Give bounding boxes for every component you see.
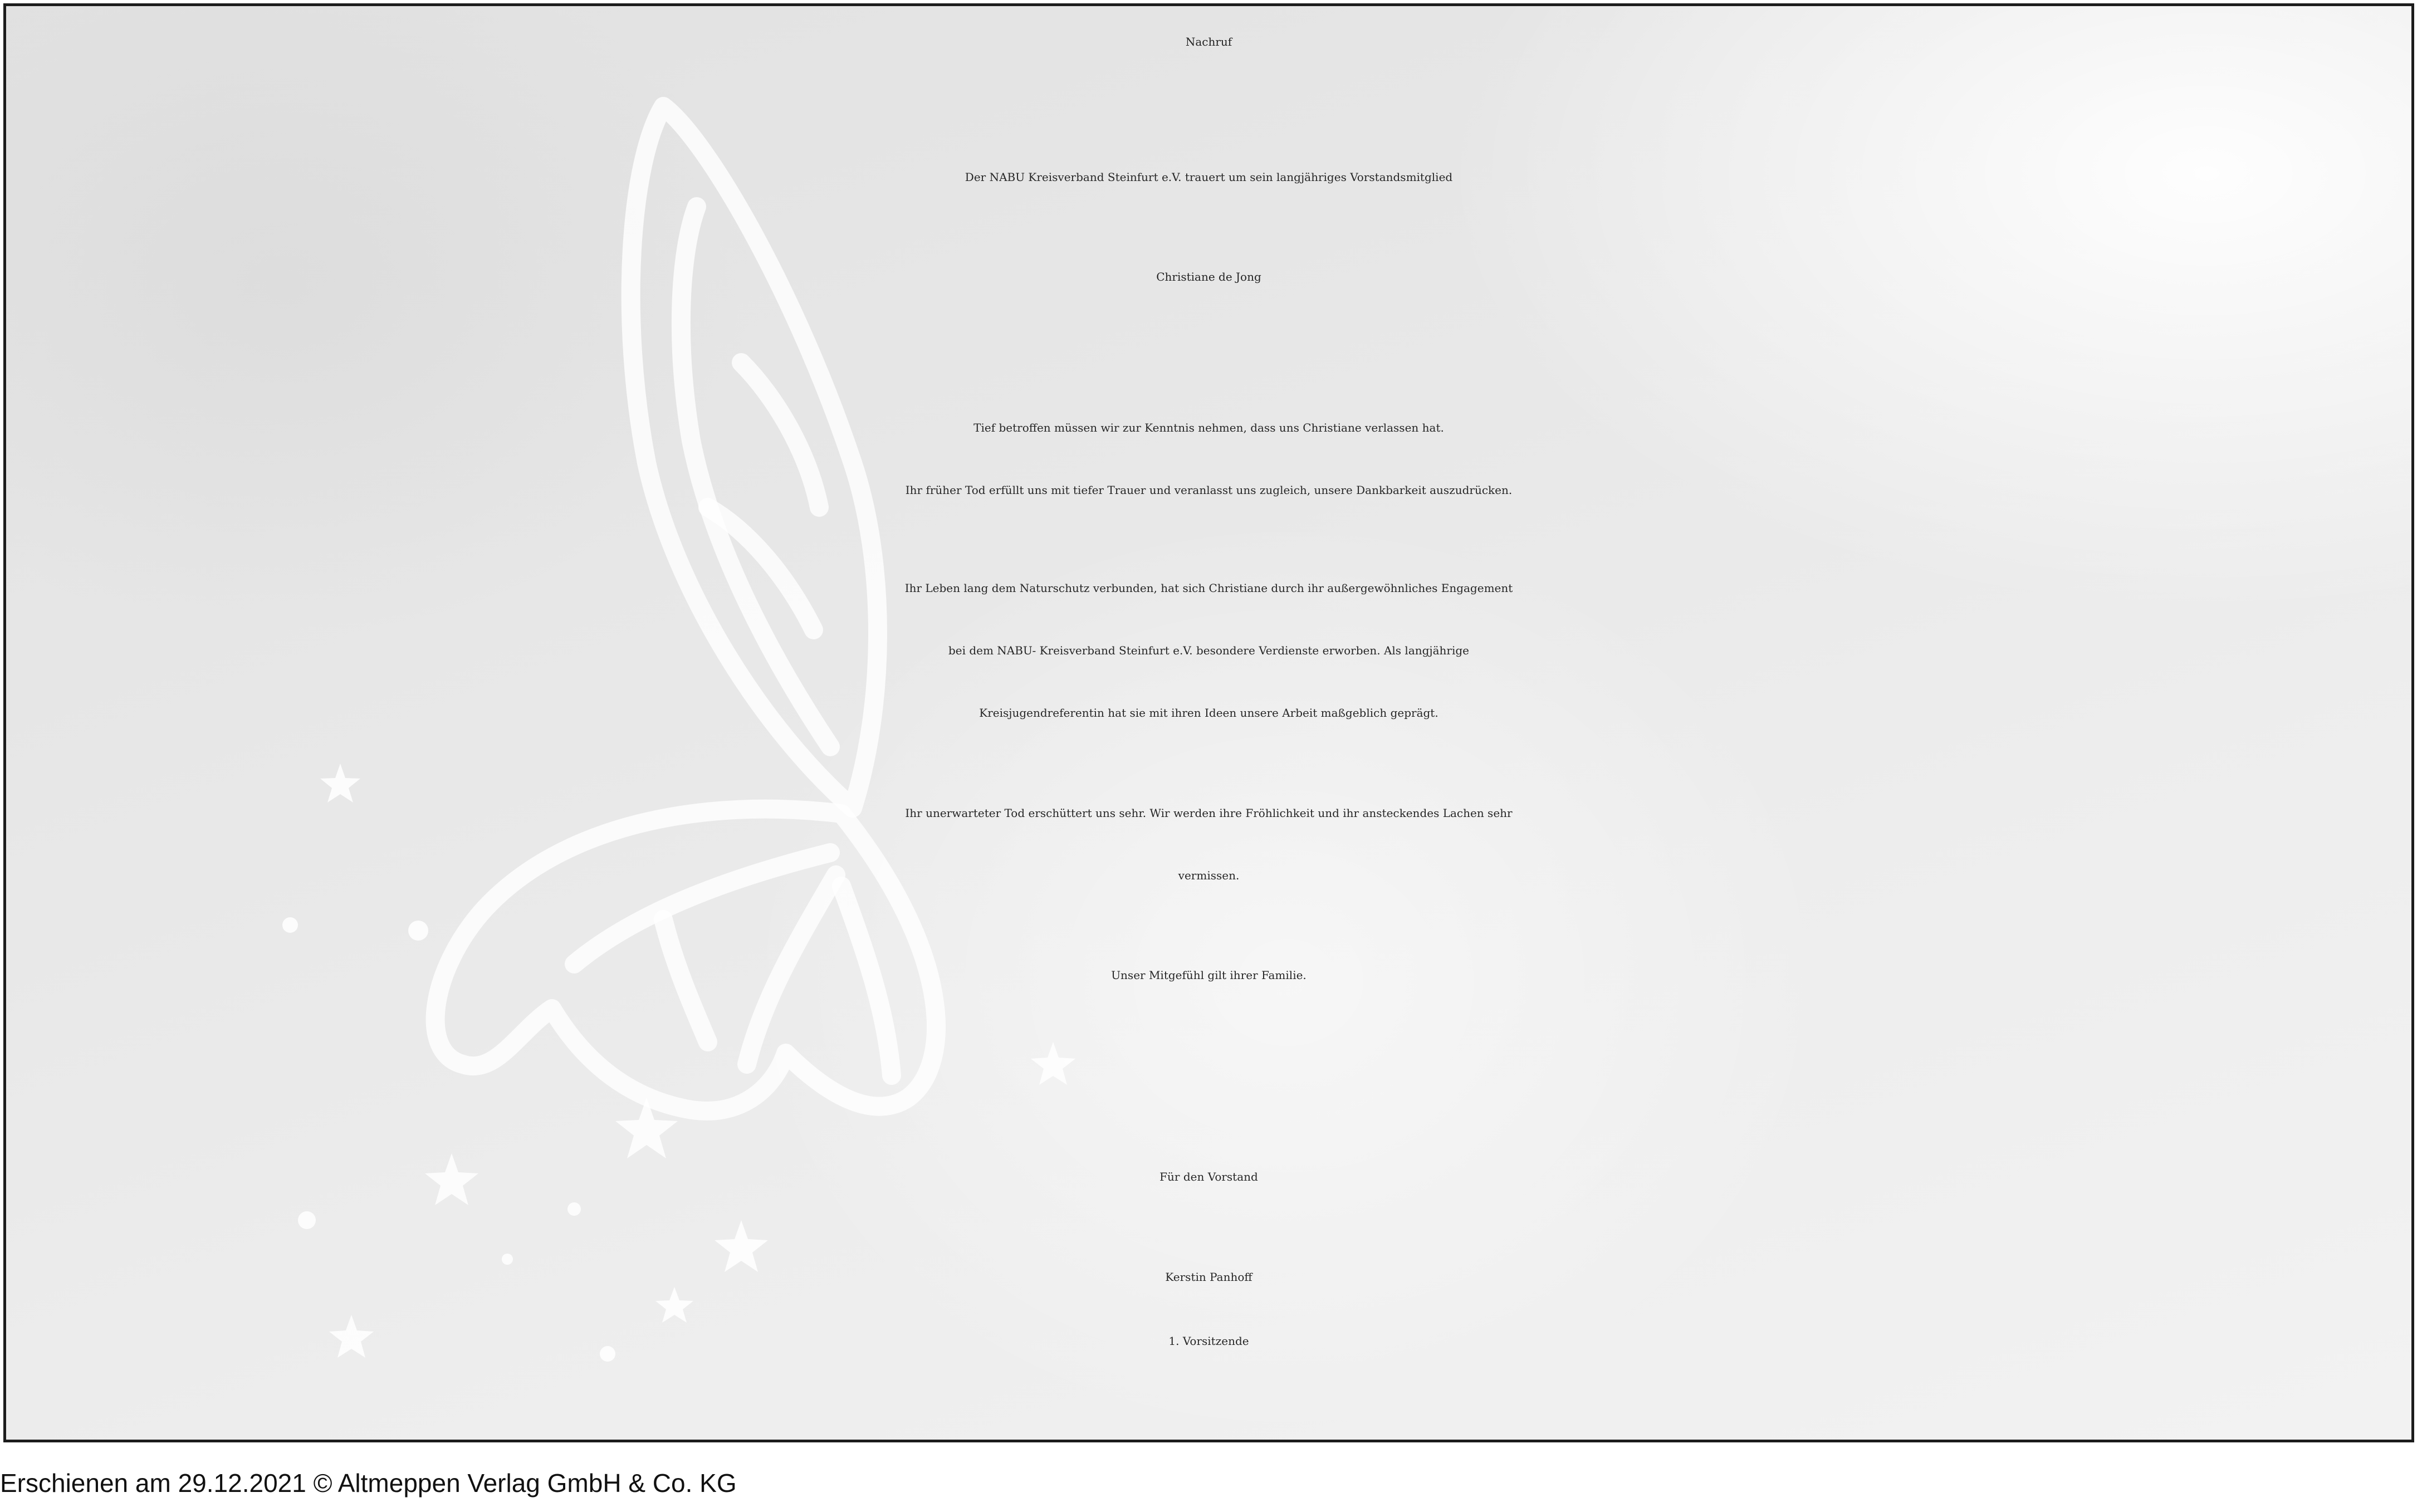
notice-title: Nachruf xyxy=(1185,35,1232,48)
deceased-name: Christiane de Jong xyxy=(1156,270,1261,283)
paragraph-2-line-1: Ihr Leben lang dem Naturschutz verbunden, hat sich Christiane durch ihr außergewöhnliches Engagement xyxy=(904,581,1513,595)
notice-intro: Der NABU Kreisverband Steinfurt e.V. trauert um sein langjähriges Vorstandsmitglied xyxy=(965,170,1453,184)
butterfly-icon xyxy=(436,106,936,1111)
paragraph-4: Unser Mitgefühl gilt ihrer Familie. xyxy=(1111,968,1307,982)
paragraph-1-line-1: Tief betroffen müssen wir zur Kenntnis nehmen, dass uns Christiane verlassen hat. xyxy=(973,421,1444,434)
signer-name: Kerstin Panhoff xyxy=(1165,1270,1252,1284)
background-decoration xyxy=(6,6,2411,1440)
publication-footer: Erschienen am 29.12.2021 © Altmeppen Verlag GmbH & Co. KG xyxy=(0,1469,737,1498)
paragraph-2-line-3: Kreisjugendreferentin hat sie mit ihren Ideen unsere Arbeit maßgeblich geprägt. xyxy=(979,706,1438,720)
paragraph-1-line-2: Ihr früher Tod erfüllt uns mit tiefer Trauer und veranlasst uns zugleich, unsere Dankbarkeit auszudrücken. xyxy=(905,483,1513,497)
paragraph-3-line-1: Ihr unerwarteter Tod erschüttert uns sehr. Wir werden ihre Fröhlichkeit und ihr ansteckendes Lachen sehr xyxy=(905,806,1513,820)
obituary-notice xyxy=(3,3,2414,1442)
paragraph-3-line-2: vermissen. xyxy=(1178,869,1240,882)
paragraph-2-line-2: bei dem NABU- Kreisverband Steinfurt e.V. besondere Verdienste erworben. Als langjährige xyxy=(948,644,1470,657)
signer-role: 1. Vorsitzende xyxy=(1168,1334,1249,1348)
signature-for-board: Für den Vorstand xyxy=(1159,1170,1258,1183)
